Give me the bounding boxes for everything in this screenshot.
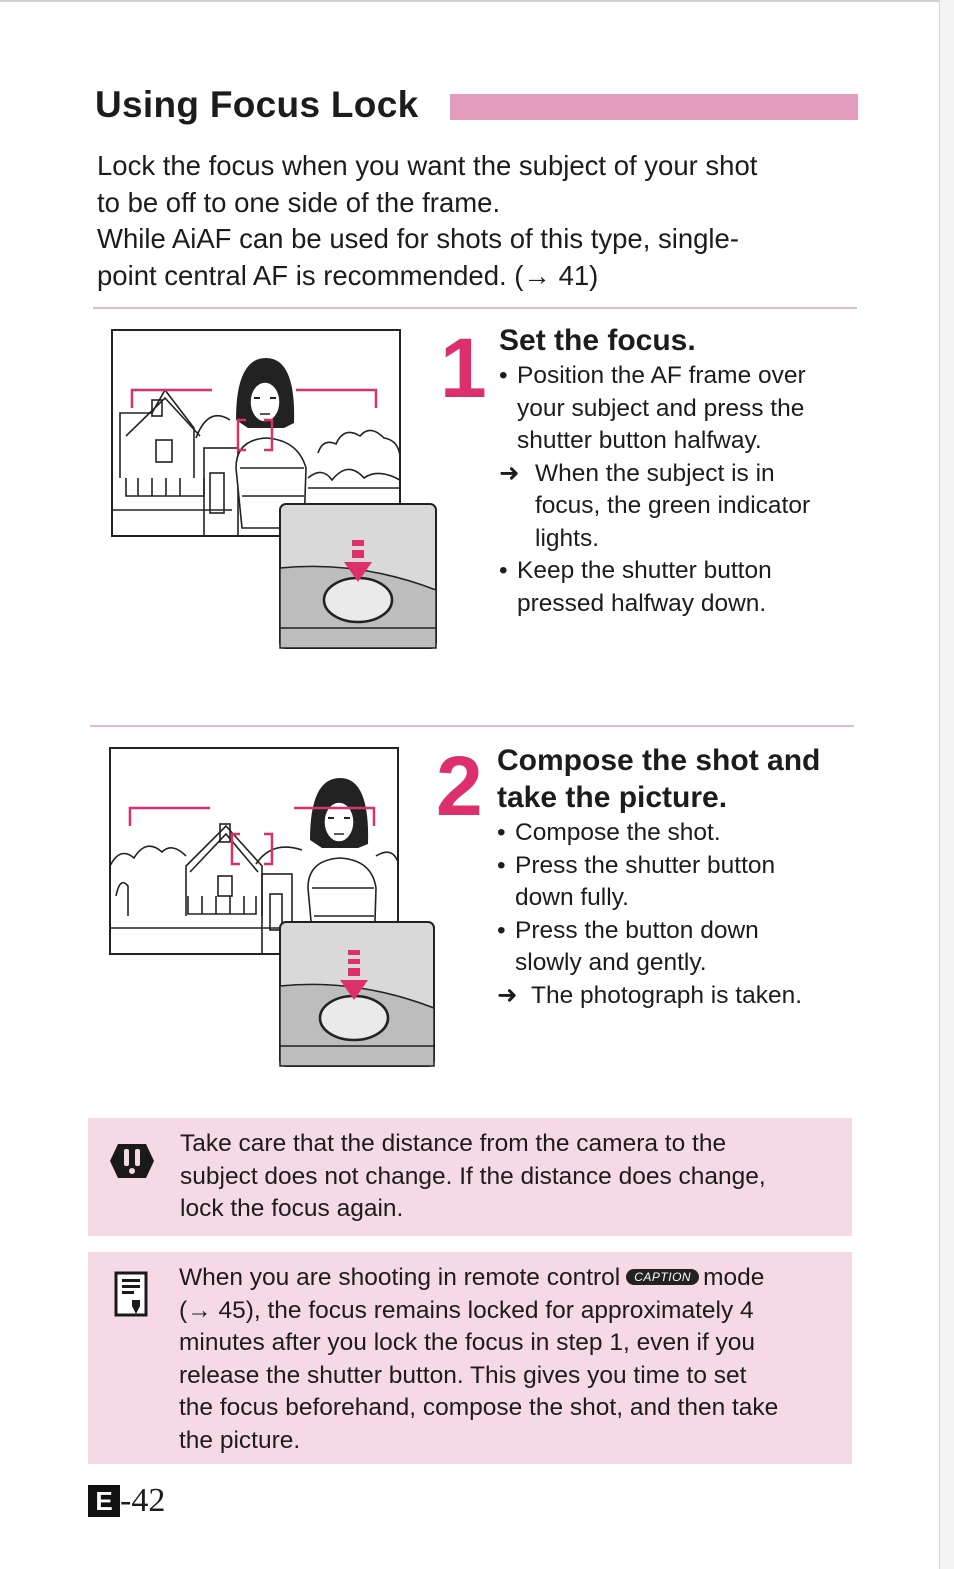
memo-line <box>179 1262 851 1295</box>
step1-bullet-line: Position the AF frame over <box>517 362 806 389</box>
step1-result-line: lights. <box>535 524 600 552</box>
result-arrow-icon: ➜ <box>497 981 518 1009</box>
memo-icon <box>112 1270 152 1320</box>
caution-line: subject does not change. If the distance does change, <box>180 1162 766 1190</box>
bullet-marker: • <box>499 557 508 584</box>
language-marker: E <box>88 1485 120 1517</box>
memo-line: the picture. <box>179 1426 301 1454</box>
bullet-marker: • <box>497 916 506 944</box>
caution-text <box>180 1128 840 1226</box>
step2-result <box>497 980 859 1013</box>
memo-line: (→ 45), the focus remains locked for approximately 4 <box>179 1296 754 1324</box>
intro-line: Lock the focus when you want the subject of your shot <box>97 150 758 181</box>
caption-mode-icon: CAPTION <box>626 1269 699 1285</box>
step2-illustration <box>106 746 438 1070</box>
step1-title: Set the focus. <box>499 324 696 357</box>
step2-title-line: Compose the shot and <box>497 744 821 777</box>
step2-instructions <box>497 743 859 1012</box>
camera-inset <box>280 922 434 1066</box>
caution-line: lock the focus again. <box>180 1195 404 1222</box>
memo-line: the focus beforehand, compose the shot, and then take <box>179 1394 779 1421</box>
step2-number: 2 <box>436 739 483 833</box>
step1-bullet <box>499 555 859 620</box>
step1-bullet-line: pressed halfway down. <box>517 589 767 617</box>
bullet-marker: • <box>499 362 508 389</box>
step2-bullet-line: down fully. <box>515 884 629 911</box>
page-number <box>88 1482 165 1520</box>
memo-line: release the shutter button. This gives you time to set <box>179 1361 747 1389</box>
intro-paragraph <box>97 148 867 294</box>
page-number-value: -42 <box>120 1482 166 1519</box>
bullet-marker: • <box>497 851 506 879</box>
camera-inset <box>280 504 436 648</box>
step2-bullet-line: Press the button down <box>515 916 759 944</box>
step1-result <box>499 458 859 556</box>
section-divider <box>93 307 857 309</box>
bullet-marker: • <box>497 819 506 846</box>
step1-number: 1 <box>440 321 487 415</box>
intro-line: to be off to one side of the frame. <box>97 186 501 218</box>
top-edge-rule <box>0 0 954 2</box>
step1-illustration <box>108 328 440 652</box>
step2-bullet <box>497 850 859 915</box>
step2-bullet-line: Press the shutter button <box>515 851 776 879</box>
result-arrow-icon: ➜ <box>499 459 520 487</box>
step2-bullet-line: slowly and gently. <box>515 949 707 976</box>
step2-bullet <box>497 915 859 980</box>
memo-text <box>179 1262 851 1457</box>
step2-result-line: The photograph is taken. <box>531 981 803 1009</box>
section-divider <box>90 725 854 727</box>
caution-icon <box>108 1140 156 1182</box>
step1-bullet-line: shutter button halfway. <box>517 427 762 454</box>
step2-bullet <box>497 817 859 850</box>
memo-text-part: When you are shooting in remote control <box>179 1264 621 1291</box>
step1-result-line: When the subject is in <box>535 459 775 487</box>
step2-title-line: take the picture. <box>497 781 728 814</box>
page-edge <box>939 0 954 1569</box>
step2-bullet-line: Compose the shot. <box>515 819 721 846</box>
caution-line: Take care that the distance from the camera to the <box>180 1130 727 1157</box>
memo-line: minutes after you lock the focus in step 1, even if you <box>179 1329 756 1356</box>
intro-line: point central AF is recommended. (→ 41) <box>97 259 599 291</box>
title-accent-bar <box>450 94 858 120</box>
step1-bullet-line: your subject and press the <box>517 394 805 422</box>
step1-result-line: focus, the green indicator <box>535 492 811 519</box>
page-title: Using Focus Lock <box>95 84 419 125</box>
intro-line: While AiAF can be used for shots of this type, single- <box>97 223 739 254</box>
step1-bullet <box>499 360 859 458</box>
memo-text-part: mode <box>703 1264 765 1291</box>
step1-bullet-line: Keep the shutter button <box>517 557 772 584</box>
step1-instructions <box>499 323 859 620</box>
